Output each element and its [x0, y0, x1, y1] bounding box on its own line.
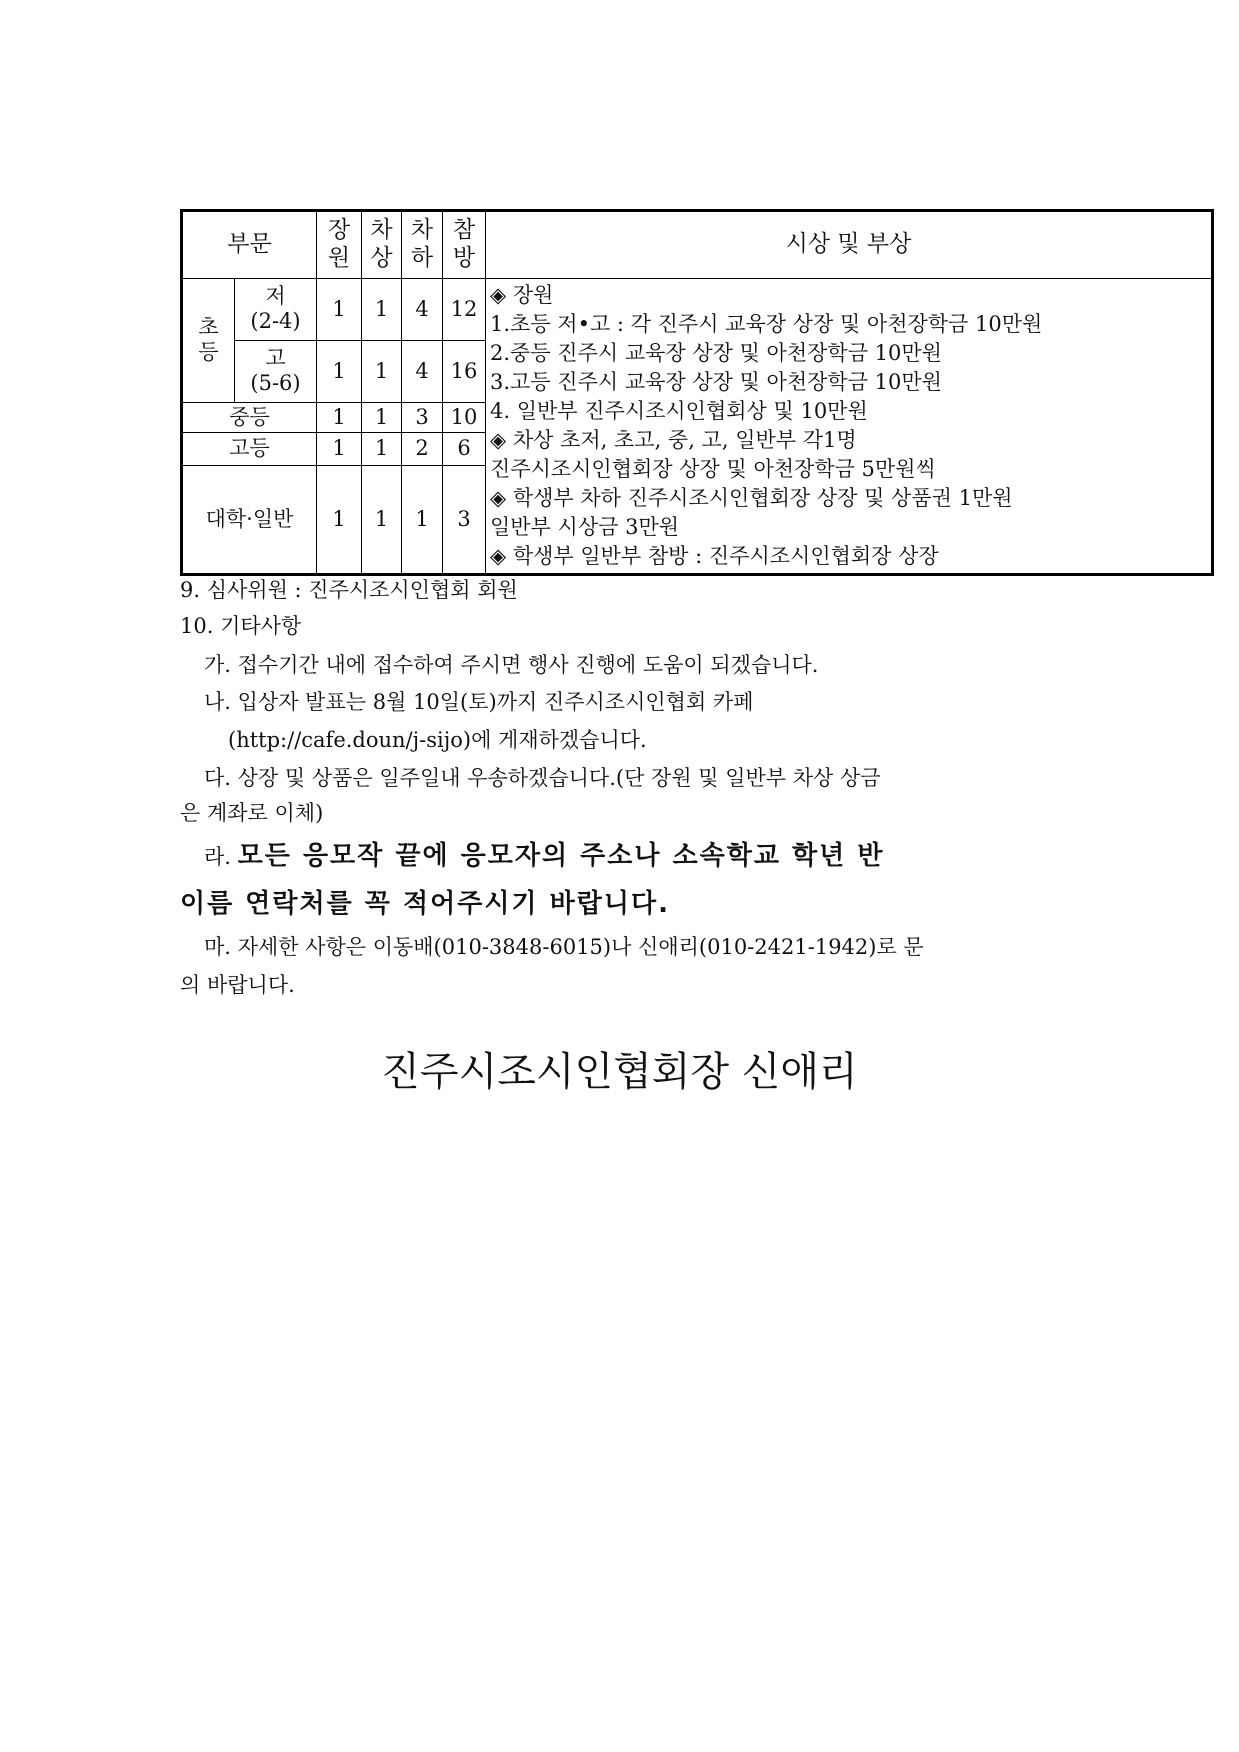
cell: 1: [402, 465, 443, 575]
cell: 1: [317, 433, 362, 465]
item-na: 나. 입상자 발표는 8월 10일(토)까지 진주시조시인협회 카페: [204, 690, 754, 714]
cell: 2: [402, 433, 443, 465]
item-da-cont: 은 계좌로 이체): [180, 801, 324, 825]
cell: 12: [443, 279, 486, 341]
header-awards: 시상 및 부상: [486, 211, 1213, 279]
row-name: 저 (2-4): [235, 279, 317, 341]
row-name: 대학·일반: [182, 465, 317, 575]
item-ra-cont: 이름 연락처를 꼭 적어주시기 바랍니다.: [180, 889, 670, 919]
header-second: 차 상: [362, 211, 402, 279]
cell: 1: [317, 340, 362, 402]
cell: 3: [402, 402, 443, 432]
judges-line: 9. 심사위원 : 진주시조시인협회 회원: [180, 578, 518, 602]
table-header-row: [182, 211, 1213, 279]
item-ma-cont: 의 바랍니다.: [180, 973, 295, 997]
item-na-url: (http://cafe.doun/j-sijo)에 게재하겠습니다.: [228, 728, 647, 752]
item-da: 다. 상장 및 상품은 일주일내 우송하겠습니다.(단 장원 및 일반부 차상 상금: [204, 766, 881, 790]
cell: 1: [317, 279, 362, 341]
row-name: 고등: [182, 433, 317, 465]
cell: 1: [362, 279, 402, 341]
cell: 1: [362, 402, 402, 432]
cell: 16: [443, 340, 486, 402]
item-ga: 가. 접수기간 내에 접수하여 주시면 행사 진행에 도움이 되겠습니다.: [204, 653, 819, 677]
awards-table: [180, 209, 1214, 576]
awards-cell: ◈ 장원 1.초등 저•고 : 각 진주시 교육장 상장 및 아천장학금 10만원 2.중등 진주시 교육장 상장 및 아천장학금 10만원 3.고등 진주시 교육장 상장 및 아천장학금 10만원 4. 일반부 진주시조시인협회상 및 10만원 ◈ 차상 초저, 초고, 중, 고, 일반부 각1명 진주시조시인협회장 상장 및 아천장학금 5만원씩 ◈ 학생부 차하 진주시조시인협회장 상장 및 상품권 1만원 일반부 시상금 3만원 ◈ 학생부 일반부 참방 : 진주시조시인협회장 상장: [486, 279, 1213, 575]
table-row: [182, 279, 1213, 341]
row-name: 고 (5-6): [235, 340, 317, 402]
row-name: 중등: [182, 402, 317, 432]
cell: 1: [362, 340, 402, 402]
elementary-label: 초 등: [182, 279, 235, 403]
item-ma: 마. 자세한 사항은 이동배(010-3848-6015)나 신애리(010-2421-1942)로 문: [204, 935, 924, 959]
cell: 1: [362, 465, 402, 575]
header-honorable: 참 방: [443, 211, 486, 279]
signature: 진주시조시인협회장 신애리: [381, 1049, 858, 1095]
cell: 1: [317, 465, 362, 575]
cell: 6: [443, 433, 486, 465]
item-ra: 라. 모든 응모작 끝에 응모자의 주소나 소속학교 학년 반: [204, 841, 885, 871]
cell: 1: [362, 433, 402, 465]
cell: 3: [443, 465, 486, 575]
cell: 10: [443, 402, 486, 432]
header-first: 장 원: [317, 211, 362, 279]
cell: 4: [402, 279, 443, 341]
cell: 1: [317, 402, 362, 432]
header-third: 차 하: [402, 211, 443, 279]
etc-heading: 10. 기타사항: [180, 614, 302, 638]
cell: 4: [402, 340, 443, 402]
header-category: 부문: [182, 211, 317, 279]
